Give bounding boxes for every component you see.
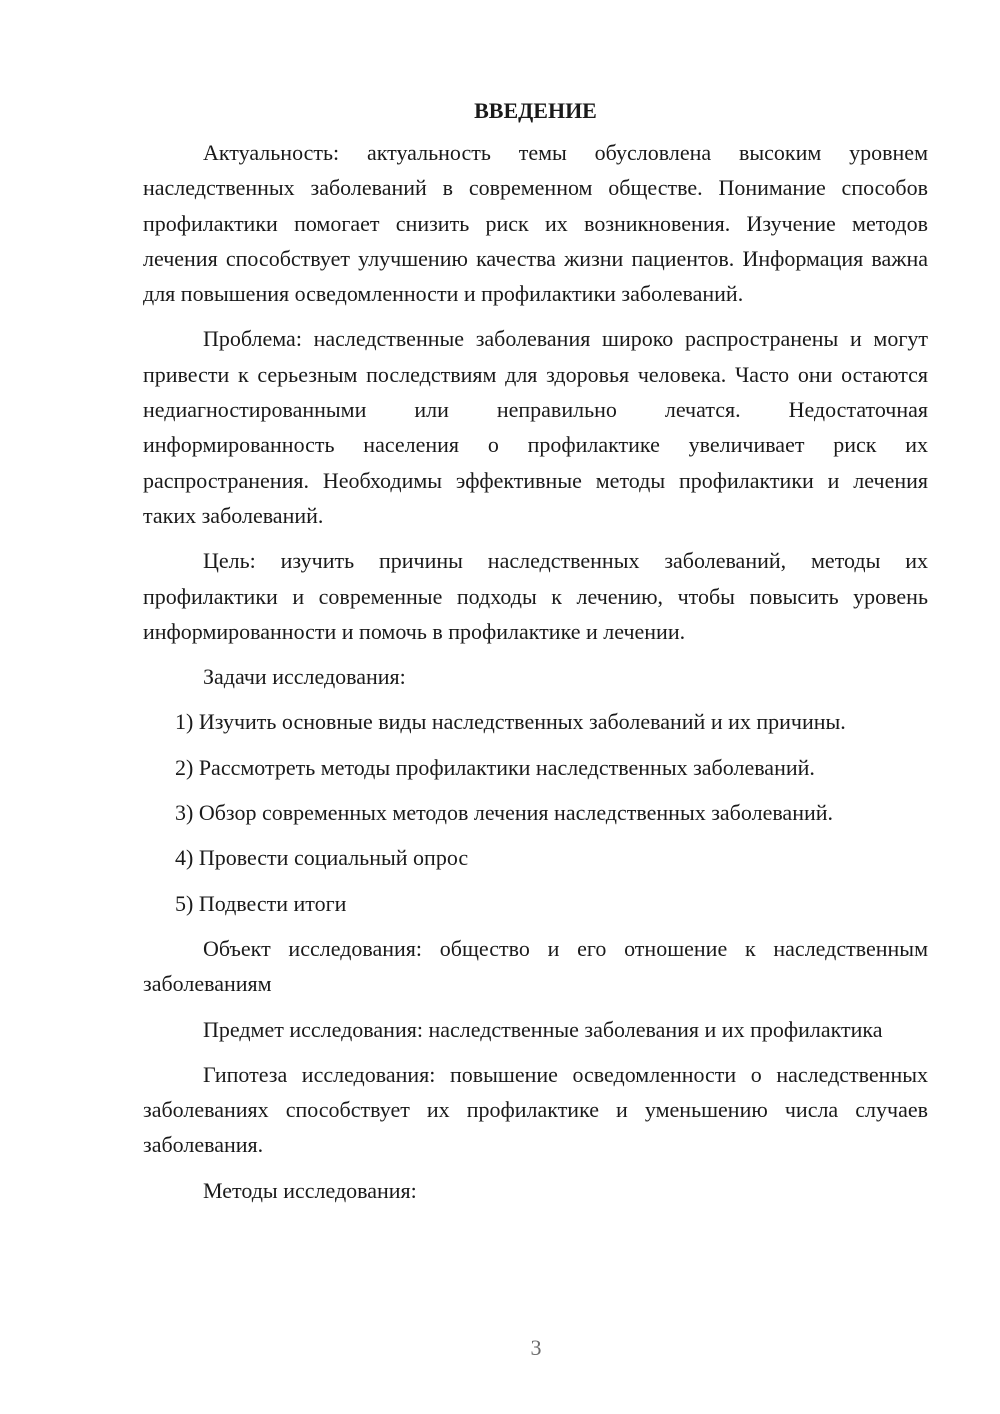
tasks-list: [143, 704, 928, 920]
object-paragraph: Объект исследования: общество и его отношение к наследственным заболеваниям: [143, 935, 928, 997]
task-item: 1) Изучить основные виды наследственных заболеваний и их причины.: [175, 709, 846, 735]
page-number: 3: [530, 1335, 542, 1360]
subject-paragraph: Предмет исследования: наследственные заболевания и их профилактика: [203, 1016, 883, 1042]
task-item: 4) Провести социальный опрос: [175, 845, 469, 871]
goal-paragraph: Цель: изучить причины наследственных заболеваний, методы их профилактики и современные подходы к лечению, чтобы повысить уровень информированности и помочь в профилактике и лечении.: [143, 548, 928, 644]
page-content: [143, 96, 928, 1218]
problem-paragraph: Проблема: наследственные заболевания широко распространены и могут привести к серьезным последствиям для здоровья человека. Часто они остаются недиагностированными или неправильно лечатся. Недостаточная информированность населения о профилактике увеличивает риск их распространения. Необходимы эффективные методы профилактики и лечения таких заболеваний.: [143, 326, 928, 528]
relevance-paragraph: Актуальность: актуальность темы обусловлена высоким уровнем наследственных заболеваний в современном обществе. Понимание способов профилактики помогает снизить риск их возникновения. Изучение методов лечения способствует улучшению качества жизни пациентов. Информация важна для повышения осведомленности и профилактики заболеваний.: [143, 140, 928, 307]
tasks-heading: Задачи исследования:: [203, 664, 406, 690]
task-item: 3) Обзор современных методов лечения наследственных заболеваний.: [175, 800, 834, 826]
methods-heading: Методы исследования:: [203, 1177, 417, 1203]
hypothesis-paragraph: Гипотеза исследования: повышение осведомленности о наследственных заболеваниях способствует их профилактике и уменьшению числа случаев заболевания.: [143, 1061, 928, 1158]
section-heading: ВВЕДЕНИЕ: [474, 98, 597, 123]
task-item: 2) Рассмотреть методы профилактики наследственных заболеваний.: [175, 754, 815, 780]
task-item: 5) Подвести итоги: [175, 890, 347, 916]
